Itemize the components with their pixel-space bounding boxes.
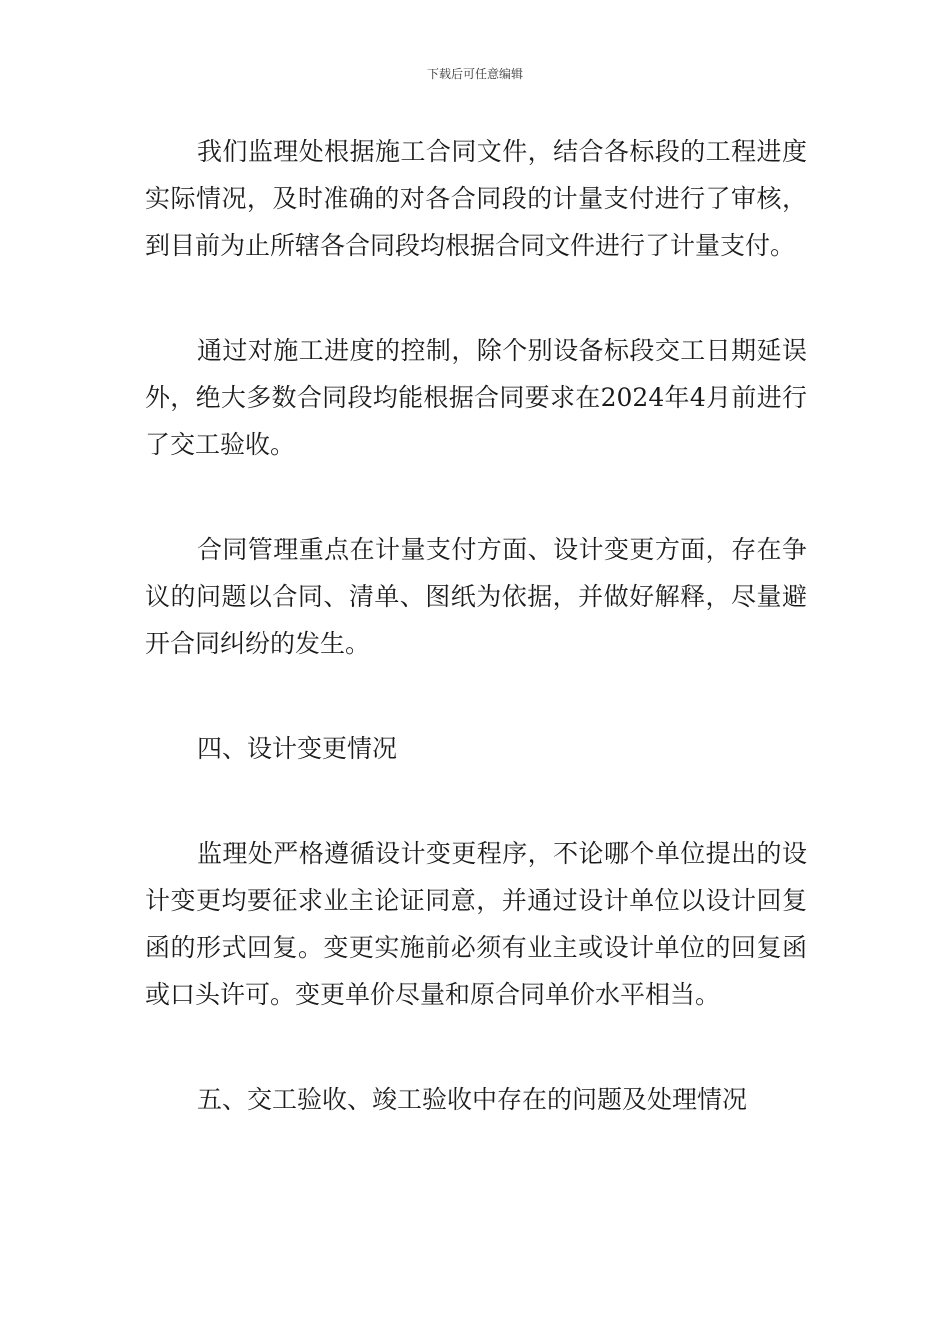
paragraph-gap	[145, 772, 807, 830]
paragraph-contract-management: 合同管理重点在计量支付方面、设计变更方面，存在争议的问题以合同、清单、图纸为依据，并做好解释，尽量避开合同纠纷的发生。	[145, 535, 807, 658]
document-body	[145, 128, 807, 1123]
paragraph-gap	[145, 667, 807, 725]
page-header-note: 下载后可任意编辑	[426, 67, 523, 81]
paragraph-gap	[145, 1018, 807, 1076]
section-heading-acceptance: 五、交工验收、竣工验收中存在的问题及处理情况	[197, 1085, 748, 1114]
paragraph-gap	[145, 468, 807, 526]
section-heading-design-change: 四、设计变更情况	[197, 734, 398, 763]
paragraph-design-change: 监理处严格遵循设计变更程序，不论哪个单位提出的设计变更均要征求业主论证同意，并通过设计单位以设计回复函的形式回复。变更实施前必须有业主或设计单位的回复函或口头许可。变更单价尽量和原合同单价水平相当。	[145, 839, 807, 1009]
paragraph-schedule-control: 通过对施工进度的控制，除个别设备标段交工日期延误外，绝大多数合同段均能根据合同要求在2024年4月前进行了交工验收。	[145, 336, 807, 459]
paragraph-gap	[145, 269, 807, 327]
paragraph-measurement-payment: 我们监理处根据施工合同文件，结合各标段的工程进度实际情况，及时准确的对各合同段的计量支付进行了审核，到目前为止所辖各合同段均根据合同文件进行了计量支付。	[145, 137, 807, 260]
